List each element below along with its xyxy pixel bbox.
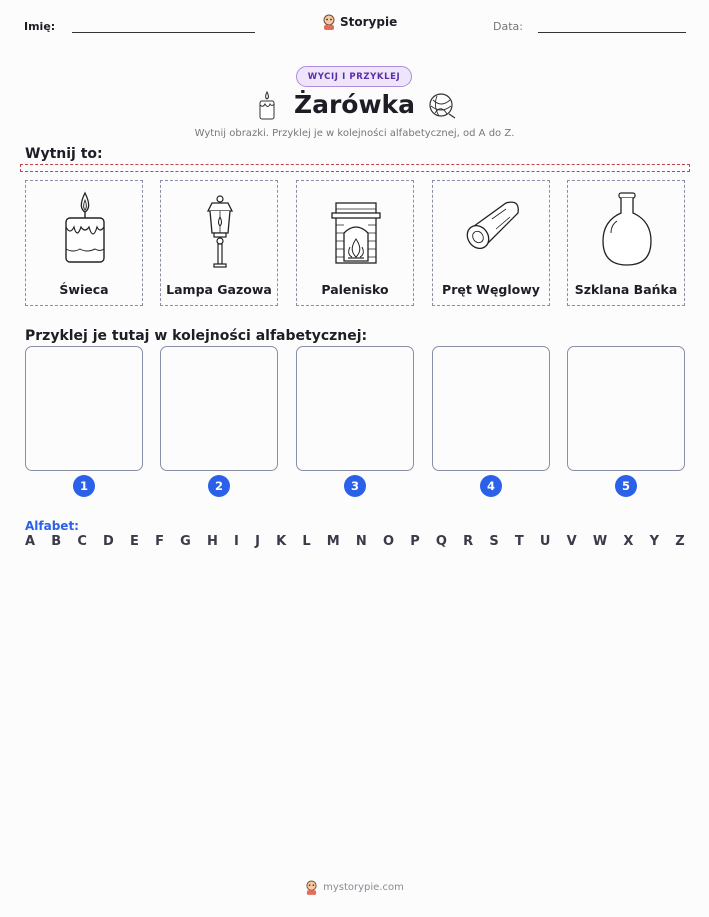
alphabet-letter: O: [382, 534, 395, 549]
alphabet-letter: L: [302, 534, 311, 549]
alphabet-letter: U: [539, 534, 551, 549]
page-title: Żarówka: [293, 90, 416, 119]
alphabet-letter: K: [276, 534, 287, 549]
alphabet-letter: X: [623, 534, 634, 549]
name-line[interactable]: [72, 32, 255, 33]
storypie-mascot-icon: [305, 880, 318, 895]
alphabet-letter: V: [566, 534, 577, 549]
card-label: Świeca: [59, 282, 109, 297]
paste-slot-2[interactable]: [160, 346, 278, 471]
storypie-mascot-icon: [322, 14, 336, 30]
alphabet-letter: F: [155, 534, 164, 549]
brand-name: Storypie: [340, 15, 398, 29]
cut-card-pret-weglowy[interactable]: [432, 180, 550, 306]
glass-bulb-icon: [597, 189, 657, 269]
alphabet-letter: H: [206, 534, 218, 549]
fireplace-icon: [326, 189, 386, 269]
cut-card-szklana-banka[interactable]: [567, 180, 685, 306]
alphabet-letter: Q: [435, 534, 447, 549]
footer-url[interactable]: mystorypie.com: [323, 882, 404, 893]
date-label: Data:: [493, 20, 523, 33]
paste-slot-1[interactable]: [25, 346, 143, 471]
card-label: Lampa Gazowa: [166, 282, 272, 297]
slot-number-badge: 4: [480, 475, 502, 497]
date-line[interactable]: [538, 32, 686, 33]
gas-lamp-icon: [190, 189, 250, 269]
instructions: Wytnij obrazki. Przyklej je w kolejności alfabetycznej, od A do Z.: [194, 128, 515, 139]
alphabet-row: [25, 534, 685, 549]
alphabet-letter: C: [77, 534, 87, 549]
cut-card-swieca[interactable]: [25, 180, 143, 306]
log-icon: [462, 189, 522, 269]
alphabet-letter: A: [25, 534, 36, 549]
cut-line: [20, 164, 690, 172]
alphabet-letter: N: [355, 534, 367, 549]
paste-slot-4[interactable]: [432, 346, 550, 471]
alphabet-letter: Z: [675, 534, 685, 549]
brand-logo: [322, 14, 397, 30]
alphabet-letter: T: [514, 534, 524, 549]
card-label: Pręt Węglowy: [442, 282, 540, 297]
alphabet-letter: M: [326, 534, 340, 549]
candle-icon: [55, 189, 115, 269]
alphabet-letter: D: [103, 534, 114, 549]
cut-heading: Wytnij to:: [25, 146, 103, 162]
slot-number-badge: 2: [208, 475, 230, 497]
paste-heading: Przyklej je tutaj w kolejności alfabetycznej:: [25, 328, 368, 344]
paste-slot-5[interactable]: [567, 346, 685, 471]
alphabet-letter: P: [410, 534, 420, 549]
slot-number-badge: 1: [73, 475, 95, 497]
slot-number-badge: 5: [615, 475, 637, 497]
card-label: Palenisko: [321, 282, 389, 297]
alphabet-letter: W: [592, 534, 608, 549]
cut-card-lampa-gazowa[interactable]: [160, 180, 278, 306]
cut-card-palenisko[interactable]: [296, 180, 414, 306]
alphabet-letter: B: [51, 534, 62, 549]
alphabet-letter: Y: [649, 534, 660, 549]
alphabet-title: Alfabet:: [25, 519, 79, 533]
alphabet-letter: R: [463, 534, 474, 549]
alphabet-letter: G: [180, 534, 191, 549]
footer: [0, 880, 709, 895]
card-label: Szklana Bańka: [574, 282, 678, 297]
slot-number-badge: 3: [344, 475, 366, 497]
paste-slot-3[interactable]: [296, 346, 414, 471]
activity-badge: WYCIJ I PRZYKLEJ: [296, 66, 412, 87]
name-label: Imię:: [24, 20, 56, 33]
alphabet-letter: I: [234, 534, 239, 549]
alphabet-letter: J: [255, 534, 260, 549]
alphabet-letter: S: [489, 534, 499, 549]
glass-bulb-icon: [427, 92, 457, 120]
alphabet-letter: E: [130, 534, 139, 549]
